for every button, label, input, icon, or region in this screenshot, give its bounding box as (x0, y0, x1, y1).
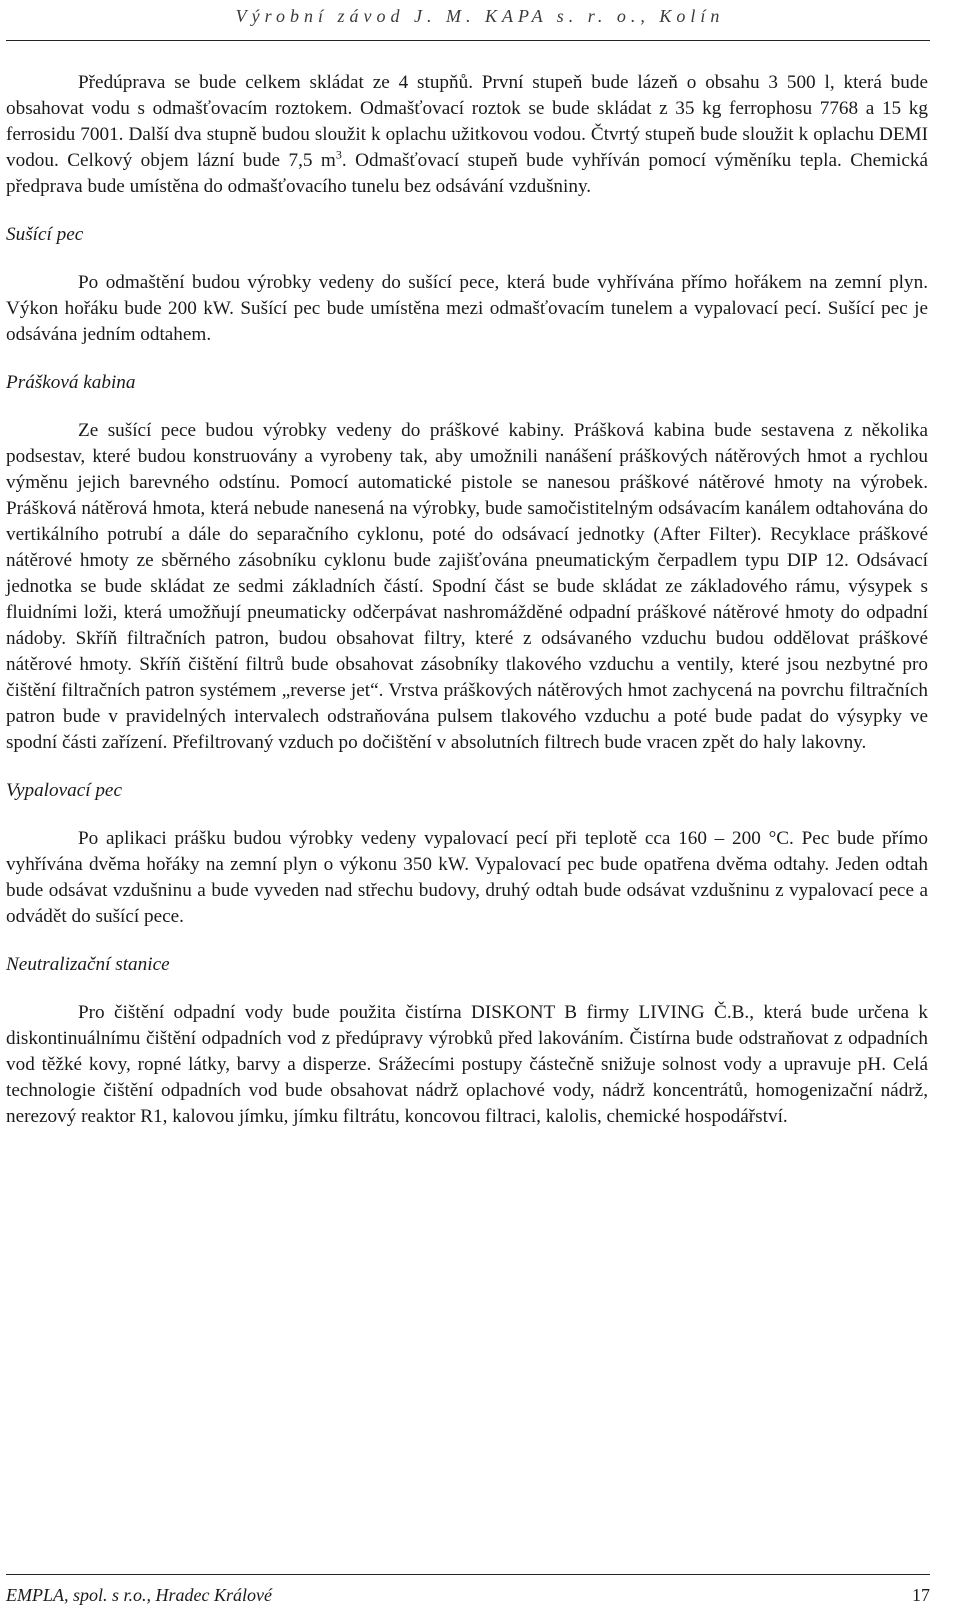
page-number: 17 (912, 1585, 930, 1605)
section-heading-praskova-kabina: Prášková kabina (6, 372, 136, 393)
footer-company: EMPLA, spol. s r.o., Hradec Králové (6, 1585, 272, 1605)
section-heading-vypalovaci-pec: Vypalovací pec (6, 780, 122, 801)
section-heading-neutralizacni-stanice: Neutralizační stanice (6, 954, 170, 975)
section-paragraph-susici-pec: Po odmaštění budou výrobky vedeny do sušící pece, která bude vyhřívána přímo hořákem na zemní plyn. Výkon hořáku bude 200 kW. Sušící pec bude umístěna mezi odmašťovacím tunelem a vypalovací pecí. Sušící pec je odsávána jedním odtahem. (6, 272, 928, 345)
page-header-title: Výrobní závod J. M. KAPA s. r. o., Kolín (235, 6, 725, 26)
document-body (6, 70, 928, 1130)
header-rule (6, 40, 930, 41)
section-heading-susici-pec: Sušící pec (6, 224, 84, 245)
section-paragraph-vypalovaci-pec: Po aplikaci prášku budou výrobky vedeny vypalovací pecí při teplotě cca 160 – 200 °C. Pec bude přímo vyhřívána dvěma hořáky na zemní plyn o výkonu 350 kW. Vypalovací pec bude opatřena dvěma odtahy. Jeden odtah bude odsávat vzdušninu a bude vyveden nad střechu budovy, druhý odtah bude odsávat vzdušninu z vypalovací pece a odvádět do sušící pece. (6, 828, 928, 927)
section-paragraph-praskova-kabina: Ze sušící pece budou výrobky vedeny do práškové kabiny. Prášková kabina bude sestavena z několika podsestav, které budou konstruovány a vyrobeny tak, aby umožnili nanášení práškových nátěrových hmot a rychlou výměnu jejich barevného odstínu. Pomocí automatické pistole se nanesou práškové nátěrové hmoty na výrobek. Prášková nátěrová hmota, která nebude nanesená na výrobky, bude samočistitelným odsávacím kanálem odtahována do vertikálního potrubí a dále do separačního cyklonu, poté do odsávací jednotky (After Filter). Recyklace práškové nátěrové hmoty ze sběrného zásobníku cyklonu bude zajišťována pneumatickým čerpadlem typu DIP 12. Odsávací jednotka se bude skládat ze sedmi základních částí. Spodní část se bude skládat ze základového rámu, výsypek s fluidními loži, která umožňují pneumaticky odčerpávat nashromážděné odpadní práškové nátěrové hmoty do odpadní nádoby. Skříň filtračních patron, budou obsahovat filtry, které z odsávaného vzduchu budou oddělovat práškové nátěrové hmoty. Skříň čištění filtrů bude obsahovat zásobníky tlakového vzduchu a ventily, které jsou nezbytné pro čištění filtračních patron systémem „reverse jet“. Vrstva práškových nátěrových hmot zachycená na povrchu filtračních patron bude v pravidelných intervalech odstraňována pulsem tlakového vzduchu a poté bude padat do výsypky ve spodní části zařízení. Přefiltrovaný vzduch po dočištění v absolutních filtrech bude vracen zpět do haly lakovny. (6, 420, 928, 753)
superscript-cubic: 3 (335, 147, 342, 162)
intro-paragraph (6, 70, 928, 200)
intro-text-continued: . Odmašťovací stupeň bude vyhříván pomocí výměníku tepla. Chemická předprava bude umístěna do odmašťovacího tunelu bez odsávání vzdušniny. (6, 150, 929, 197)
section-paragraph-neutralizacni-stanice: Pro čištění odpadní vody bude použita čistírna DISKONT B firmy LIVING Č.B., která bude určena k diskontinuálnímu čištění odpadních vod z předúpravy výrobků před lakováním. Čistírna bude odstraňovat z odpadních vod těžké kovy, ropné látky, barvy a disperze. Srážecími postupy částečně snižuje solnost vody a upravuje pH. Celá technologie čištění odpadních vod bude obsahovat nádrž oplachové vody, nádrž koncentrátů, homogenizační nádrž, nerezový reaktor R1, kalovou jímku, jímku filtrátu, koncovou filtraci, kalolis, chemické hospodářství. (6, 1002, 928, 1127)
footer-rule (6, 1574, 930, 1575)
intro-text: Předúprava se bude celkem skládat ze 4 stupňů. První stupeň bude lázeň o obsahu 3 500 l, která bude obsahovat vodu s odmašťovacím roztokem. Odmašťovací roztok se bude skládat z 35 kg ferrophosu 7768 a 15 kg ferrosidu 7001. Další dva stupně budou sloužit k oplachu užitkovou vodou. Čtvrtý stupeň bude sloužit k oplachu DEMI vodou. Celkový objem lázní bude 7,5 m (6, 72, 928, 171)
